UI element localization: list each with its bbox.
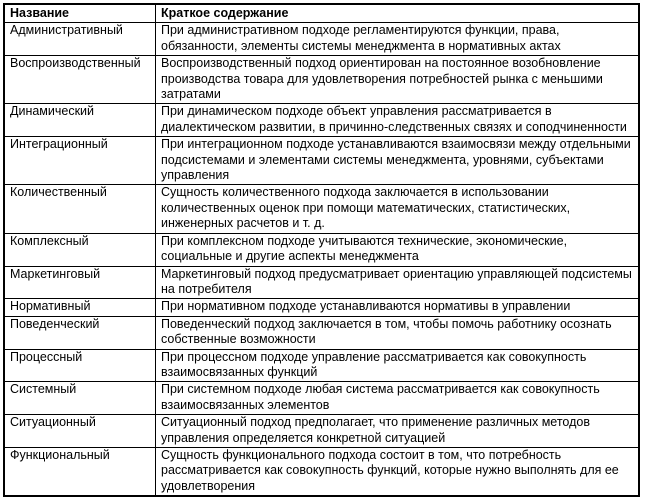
cell-approach-name: Поведенческий [4,316,156,349]
cell-approach-name: Динамический [4,104,156,137]
cell-approach-summary: Сущность количественного подхода заключается в использовании количественных оценок при помощи математических, статистических, инженерных расчетов и т. д. [156,185,640,233]
header-row [4,4,639,23]
table-row [4,349,639,382]
header-cell-summary: Краткое содержание [156,4,640,23]
table-row [4,137,639,185]
cell-approach-name: Ситуационный [4,415,156,448]
approaches-table [3,3,640,497]
table-row [4,316,639,349]
table-row [4,382,639,415]
table-row [4,185,639,233]
table-row [4,447,639,496]
cell-approach-summary: При динамическом подходе объект управления рассматривается в диалектическом развитии, в причинно-следственных связях и соподчиненности [156,104,640,137]
cell-approach-name: Количественный [4,185,156,233]
cell-approach-summary: При комплексном подходе учитываются технические, экономические, социальные и другие аспекты менеджмента [156,233,640,266]
table-row [4,104,639,137]
table-row [4,266,639,299]
table-row [4,299,639,316]
cell-approach-summary: При административном подходе регламентируются функции, права, обязанности, элементы системы менеджмента в нормативных актах [156,23,640,56]
table-header [4,4,639,23]
cell-approach-summary: Сущность функционального подхода состоит в том, что потребность рассматривается как совокупность функций, которые нужно выполнять для ее удовлетворения [156,447,640,496]
cell-approach-summary: Поведенческий подход заключается в том, чтобы помочь работнику осознать собственные возможности [156,316,640,349]
table-row [4,233,639,266]
cell-approach-name: Системный [4,382,156,415]
cell-approach-summary: При системном подходе любая система рассматривается как совокупность взаимосвязанных элементов [156,382,640,415]
cell-approach-summary: При нормативном подходе устанавливаются нормативы в управлении [156,299,640,316]
cell-approach-summary: Ситуационный подход предполагает, что применение различных методов управления определяется конкретной ситуацией [156,415,640,448]
cell-approach-name: Функциональный [4,447,156,496]
cell-approach-name: Маркетинговый [4,266,156,299]
cell-approach-name: Нормативный [4,299,156,316]
cell-approach-summary: При процессном подходе управление рассматривается как совокупность взаимосвязанных функций [156,349,640,382]
cell-approach-summary: При интеграционном подходе устанавливаются взаимосвязи между отдельными подсистемами и элементами системы менеджмента, уровнями, субъектами управления [156,137,640,185]
cell-approach-name: Процессный [4,349,156,382]
cell-approach-summary: Маркетинговый подход предусматривает ориентацию управляющей подсистемы на потребителя [156,266,640,299]
cell-approach-name: Административный [4,23,156,56]
table-row [4,415,639,448]
table-row [4,56,639,104]
header-cell-name: Название [4,4,156,23]
cell-approach-summary: Воспроизводственный подход ориентирован на постоянное возобновление производства товара для удовлетворения потребностей рынка с меньшими затратами [156,56,640,104]
cell-approach-name: Воспроизводственный [4,56,156,104]
cell-approach-name: Комплексный [4,233,156,266]
cell-approach-name: Интеграционный [4,137,156,185]
table-body [4,23,639,496]
table-row [4,23,639,56]
